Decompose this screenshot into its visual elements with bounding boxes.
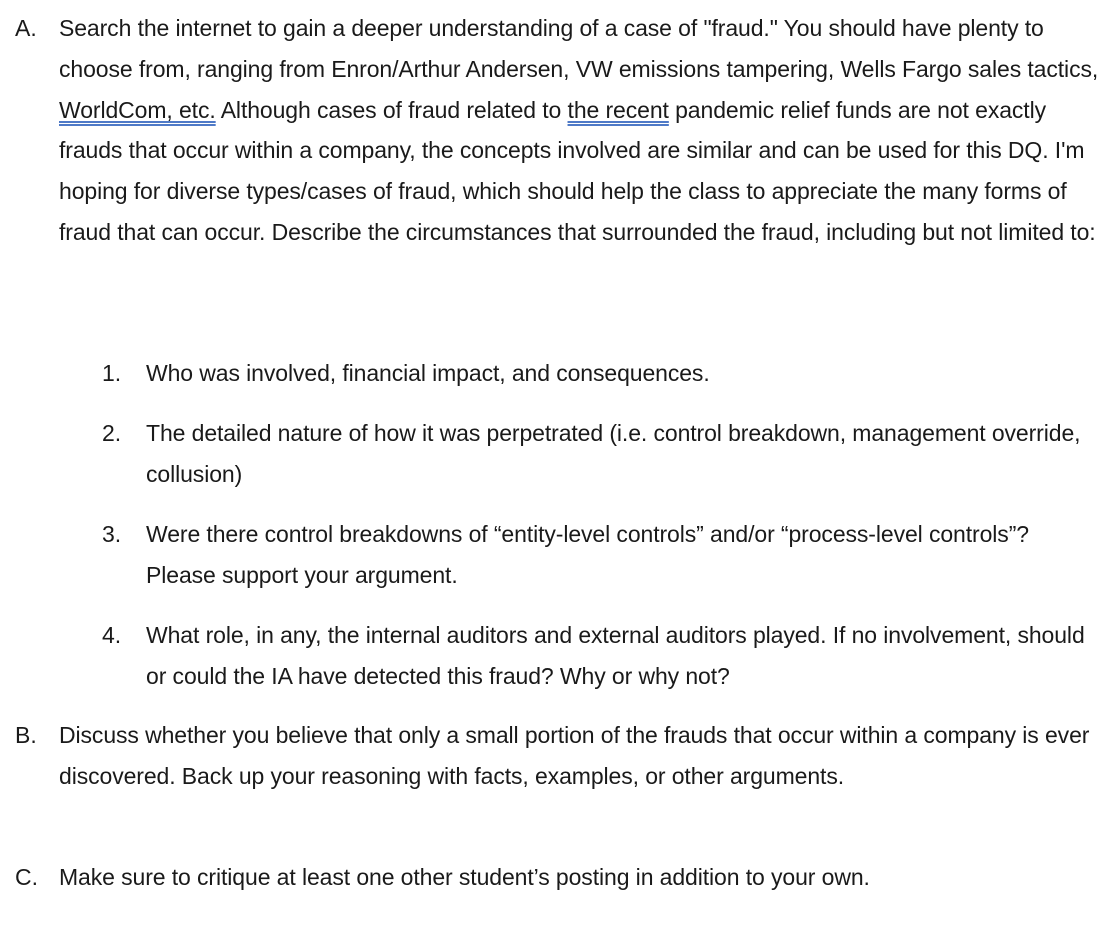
sub-item-text: Who was involved, financial impact, and consequences.	[146, 360, 710, 386]
list-marker: 2.	[102, 420, 122, 446]
paragraph-text: pandemic relief funds are not exactly frauds that occur within a company, the concepts involved are similar and can be used for this DQ. I'm hoping for diverse types/cases of fraud, which should help the class to appreciate the many forms of fraud that can occur. Describe the circumstances that surrounded the fraud, including but not limited to:	[59, 96, 1096, 245]
list-marker: A.	[15, 15, 37, 41]
paragraph-text: Search the internet to gain a deeper understanding of a case of "fraud." You should have plenty to choose from, ranging from Enron/Arthur Andersen, VW emissions tampering, Wells Fargo sales tactics,	[59, 15, 1099, 82]
grammar-flag-worldcom[interactable]: WorldCom, etc.	[59, 96, 216, 123]
sub-item-text: The detailed nature of how it was perpetrated (i.e. control breakdown, management override, collusion)	[146, 420, 1081, 487]
sub-item-text: What role, in any, the internal auditors and external auditors played. If no involvement, should or could the IA have detected this fraud? Why or why not?	[146, 622, 1085, 689]
list-marker: 4.	[102, 622, 122, 648]
paragraph-c: Make sure to critique at least one other student’s posting in addition to your own.	[59, 864, 870, 890]
paragraph-b: Discuss whether you believe that only a small portion of the frauds that occur within a company is ever discovered. Back up your reasoning with facts, examples, or other arguments.	[59, 722, 1090, 789]
paragraph-a	[59, 8, 1105, 253]
list-marker: B.	[15, 722, 37, 748]
list-marker: 3.	[102, 521, 122, 547]
list-marker: C.	[15, 864, 38, 890]
list-marker: 1.	[102, 360, 122, 386]
grammar-flag-recent[interactable]: the recent	[567, 96, 669, 123]
sub-item-text: Were there control breakdowns of “entity-level controls” and/or “process-level controls”? Please support your argument.	[146, 521, 1029, 588]
paragraph-text: Although cases of fraud related to	[215, 96, 568, 123]
